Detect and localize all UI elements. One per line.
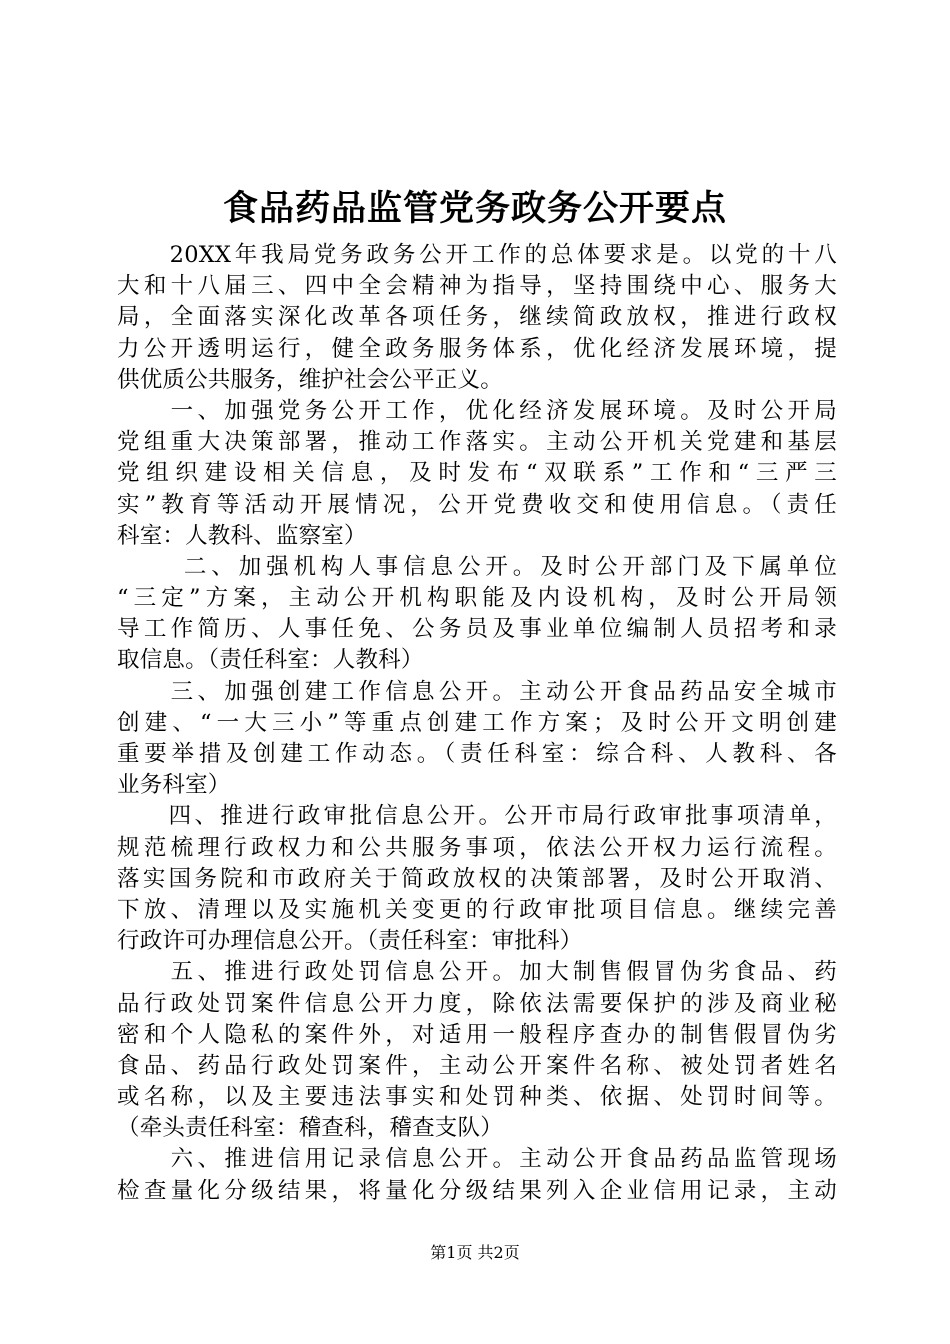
body-line: 五、推进行政处罚信息公开。加大制售假冒伪劣食品、药 (117, 959, 837, 986)
body-line: 创建、“一大三小”等重点创建工作方案；及时公开文明创建 (117, 709, 837, 736)
body-line: 品行政处罚案件信息公开力度，除依法需要保护的涉及商业秘 (117, 990, 837, 1017)
body-line: 三、加强创建工作信息公开。主动公开食品药品安全城市 (117, 678, 837, 705)
body-line: 导工作简历、人事任免、公务员及事业单位编制人员招考和录 (117, 616, 837, 643)
body-line: （牵头责任科室：稽查科，稽查支队） (117, 1115, 503, 1142)
body-line: 取信息。（责任科室：人教科） (117, 647, 424, 674)
body-line: 科室：人教科、监察室） (117, 522, 367, 549)
page-footer: 第1页 共2页 (430, 1243, 520, 1262)
body-line: 四、推进行政审批信息公开。公开市局行政审批事项清单， (117, 803, 837, 830)
body-line: 业务科室） (117, 772, 231, 799)
body-line: 实”教育等活动开展情况，公开党费收交和使用信息。（责任 (117, 491, 837, 518)
body-line: 下放、清理以及实施机关变更的行政审批项目信息。继续完善 (117, 896, 837, 923)
body-line: 二、加强机构人事信息公开。及时公开部门及下属单位 (117, 553, 837, 580)
body-line: 或名称，以及主要违法事实和处罚种类、依据、处罚时间等。 (117, 1084, 837, 1111)
body-line: 局，全面落实深化改革各项任务，继续简政放权，推进行政权 (117, 304, 837, 331)
body-line: 供优质公共服务，维护社会公平正义。 (117, 366, 503, 393)
body-line: 食品、药品行政处罚案件，主动公开案件名称、被处罚者姓名 (117, 1052, 837, 1079)
body-line: 20XX年我局党务政务公开工作的总体要求是。以党的十八 (117, 242, 837, 268)
body-line: 六、推进信用记录信息公开。主动公开食品药品监管现场 (117, 1146, 837, 1173)
body-line: 落实国务院和市政府关于简政放权的决策部署，及时公开取消、 (117, 865, 837, 892)
body-line: 党组重大决策部署，推动工作落实。主动公开机关党建和基层 (117, 429, 837, 456)
body-line: 大和十八届三、四中全会精神为指导，坚持围绕中心、服务大 (117, 273, 837, 300)
body-line: 重要举措及创建工作动态。（责任科室：综合科、人教科、各 (117, 741, 837, 767)
body-line: 规范梳理行政权力和公共服务事项，依法公开权力运行流程。 (117, 834, 837, 861)
body-line: “三定”方案，主动公开机构职能及内设机构，及时公开局领 (117, 585, 837, 612)
body-line: 密和个人隐私的案件外，对适用一般程序查办的制售假冒伪劣 (117, 1021, 837, 1048)
body-line: 力公开透明运行，健全政务服务体系，优化经济发展环境，提 (117, 335, 837, 362)
body-line: 检查量化分级结果，将量化分级结果列入企业信用记录，主动 (117, 1177, 837, 1204)
body-line: 行政许可办理信息公开。（责任科室：审批科） (117, 928, 583, 955)
document-body (117, 240, 837, 1207)
body-line: 党组织建设相关信息，及时发布“双联系”工作和“三严三 (117, 460, 837, 487)
document-title: 食品药品监管党务政务公开要点 (222, 188, 727, 229)
body-line: 一、加强党务公开工作，优化经济发展环境。及时公开局 (117, 397, 837, 424)
